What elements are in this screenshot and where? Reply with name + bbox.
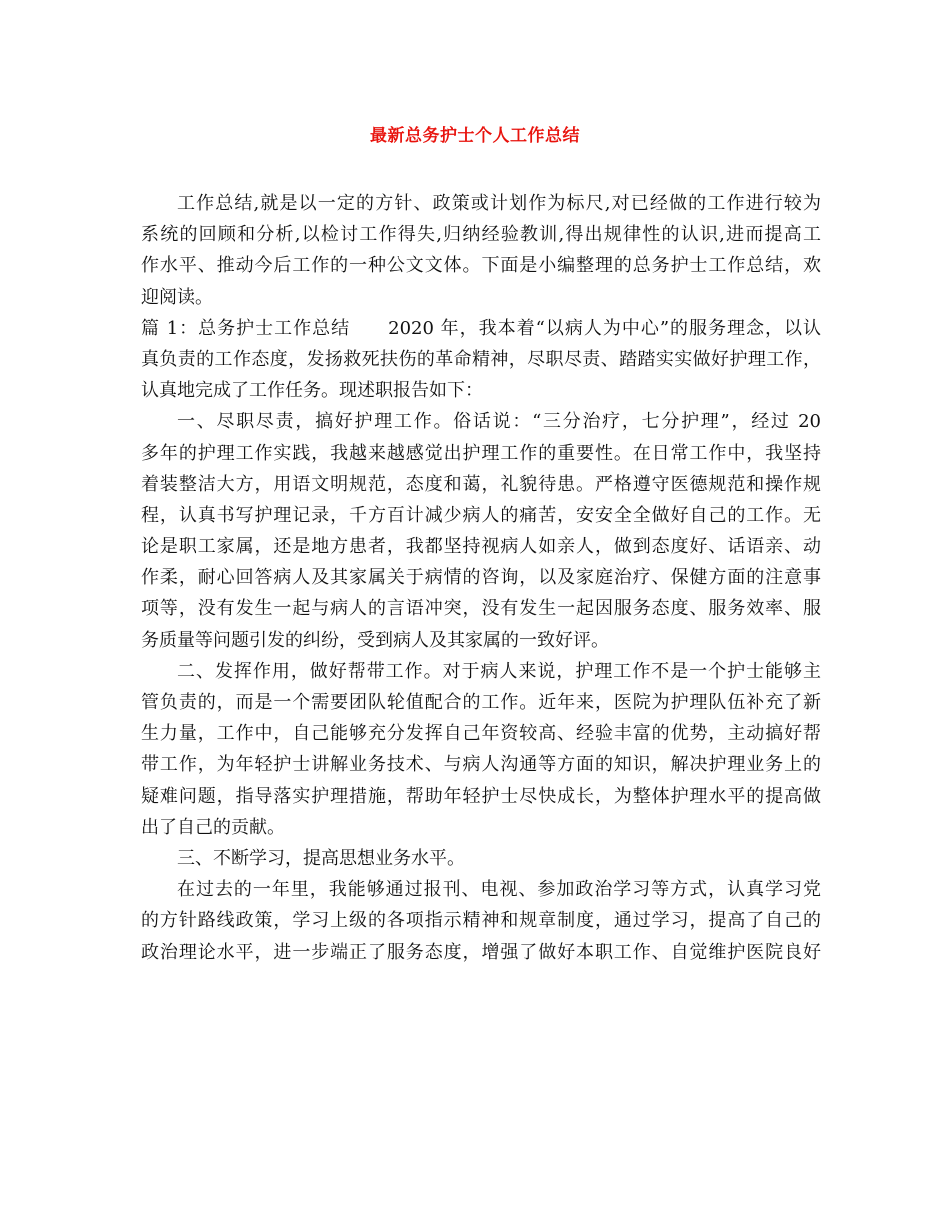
- text-line: 着装整洁大方，用语文明规范，态度和蔼，礼貌待患。严格遵守医德规范和操作规: [141, 473, 821, 495]
- text-line: 真负责的工作态度，发扬救死扶伤的革命精神，尽职尽责、踏踏实实做好护理工作，: [141, 348, 821, 370]
- text-line: 生力量，工作中，自己能够充分发挥自己年资较高、经验丰富的优势，主动搞好帮: [141, 723, 821, 745]
- text-line: 篇 1：总务护士工作总结 2020 年，我本着“以病人为中心”的服务理念，以认: [141, 317, 821, 339]
- document-title: 最新总务护士个人工作总结: [370, 126, 580, 146]
- text-line: 作水平、推动今后工作的一种公文文体。下面是小编整理的总务护士工作总结，欢: [141, 255, 821, 277]
- text-line: 迎阅读。: [141, 286, 213, 308]
- text-line: 出了自己的贡献。: [141, 816, 285, 838]
- text-line: 疑难问题，指导落实护理措施，帮助年轻护士尽快成长，为整体护理水平的提高做: [141, 785, 821, 807]
- text-line: 的方针路线政策，学习上级的各项指示精神和规章制度，通过学习，提高了自己的: [141, 910, 821, 932]
- text-line: 系统的回顾和分析,以检讨工作得失,归纳经验教训,得出规律性的认识,进而提高工: [141, 224, 821, 246]
- text-line: 政治理论水平，进一步端正了服务态度，增强了做好本职工作、自觉维护医院良好: [141, 941, 821, 963]
- text-line: 论是职工家属，还是地方患者，我都坚持视病人如亲人，做到态度好、话语亲、动: [141, 536, 821, 558]
- text-line: 作柔，耐心回答病人及其家属关于病情的咨询，以及家庭治疗、保健方面的注意事: [141, 567, 821, 589]
- text-line: 项等，没有发生一起与病人的言语冲突，没有发生一起因服务态度、服务效率、服: [141, 598, 821, 620]
- text-line: 在过去的一年里，我能够通过报刊、电视、参加政治学习等方式，认真学习党: [177, 879, 821, 901]
- text-line: 管负责的，而是一个需要团队轮值配合的工作。近年来，医院为护理队伍补充了新: [141, 692, 821, 713]
- text-line: 三、不断学习，提高思想业务水平。: [177, 847, 465, 869]
- text-line: 二、发挥作用，做好帮带工作。对于病人来说，护理工作不是一个护士能够主: [177, 660, 821, 682]
- text-line: 多年的护理工作实践，我越来越感觉出护理工作的重要性。在日常工作中，我坚持: [141, 442, 821, 464]
- text-line: 程，认真书写护理记录，千方百计减少病人的痛苦，安安全全做好自己的工作。无: [141, 504, 821, 526]
- text-line: 务质量等问题引发的纠纷，受到病人及其家属的一致好评。: [141, 629, 609, 651]
- text-line: 一、尽职尽责，搞好护理工作。俗话说：“三分治疗，七分护理”，经过 20: [177, 411, 821, 433]
- text-line: 带工作，为年轻护士讲解业务技术、与病人沟通等方面的知识，解决护理业务上的: [141, 754, 821, 776]
- text-line: 认真地完成了工作任务。现述职报告如下：: [141, 380, 483, 402]
- text-line: 工作总结,就是以一定的方针、政策或计划作为标尺,对已经做的工作进行较为: [177, 193, 821, 214]
- document-body: [141, 188, 821, 968]
